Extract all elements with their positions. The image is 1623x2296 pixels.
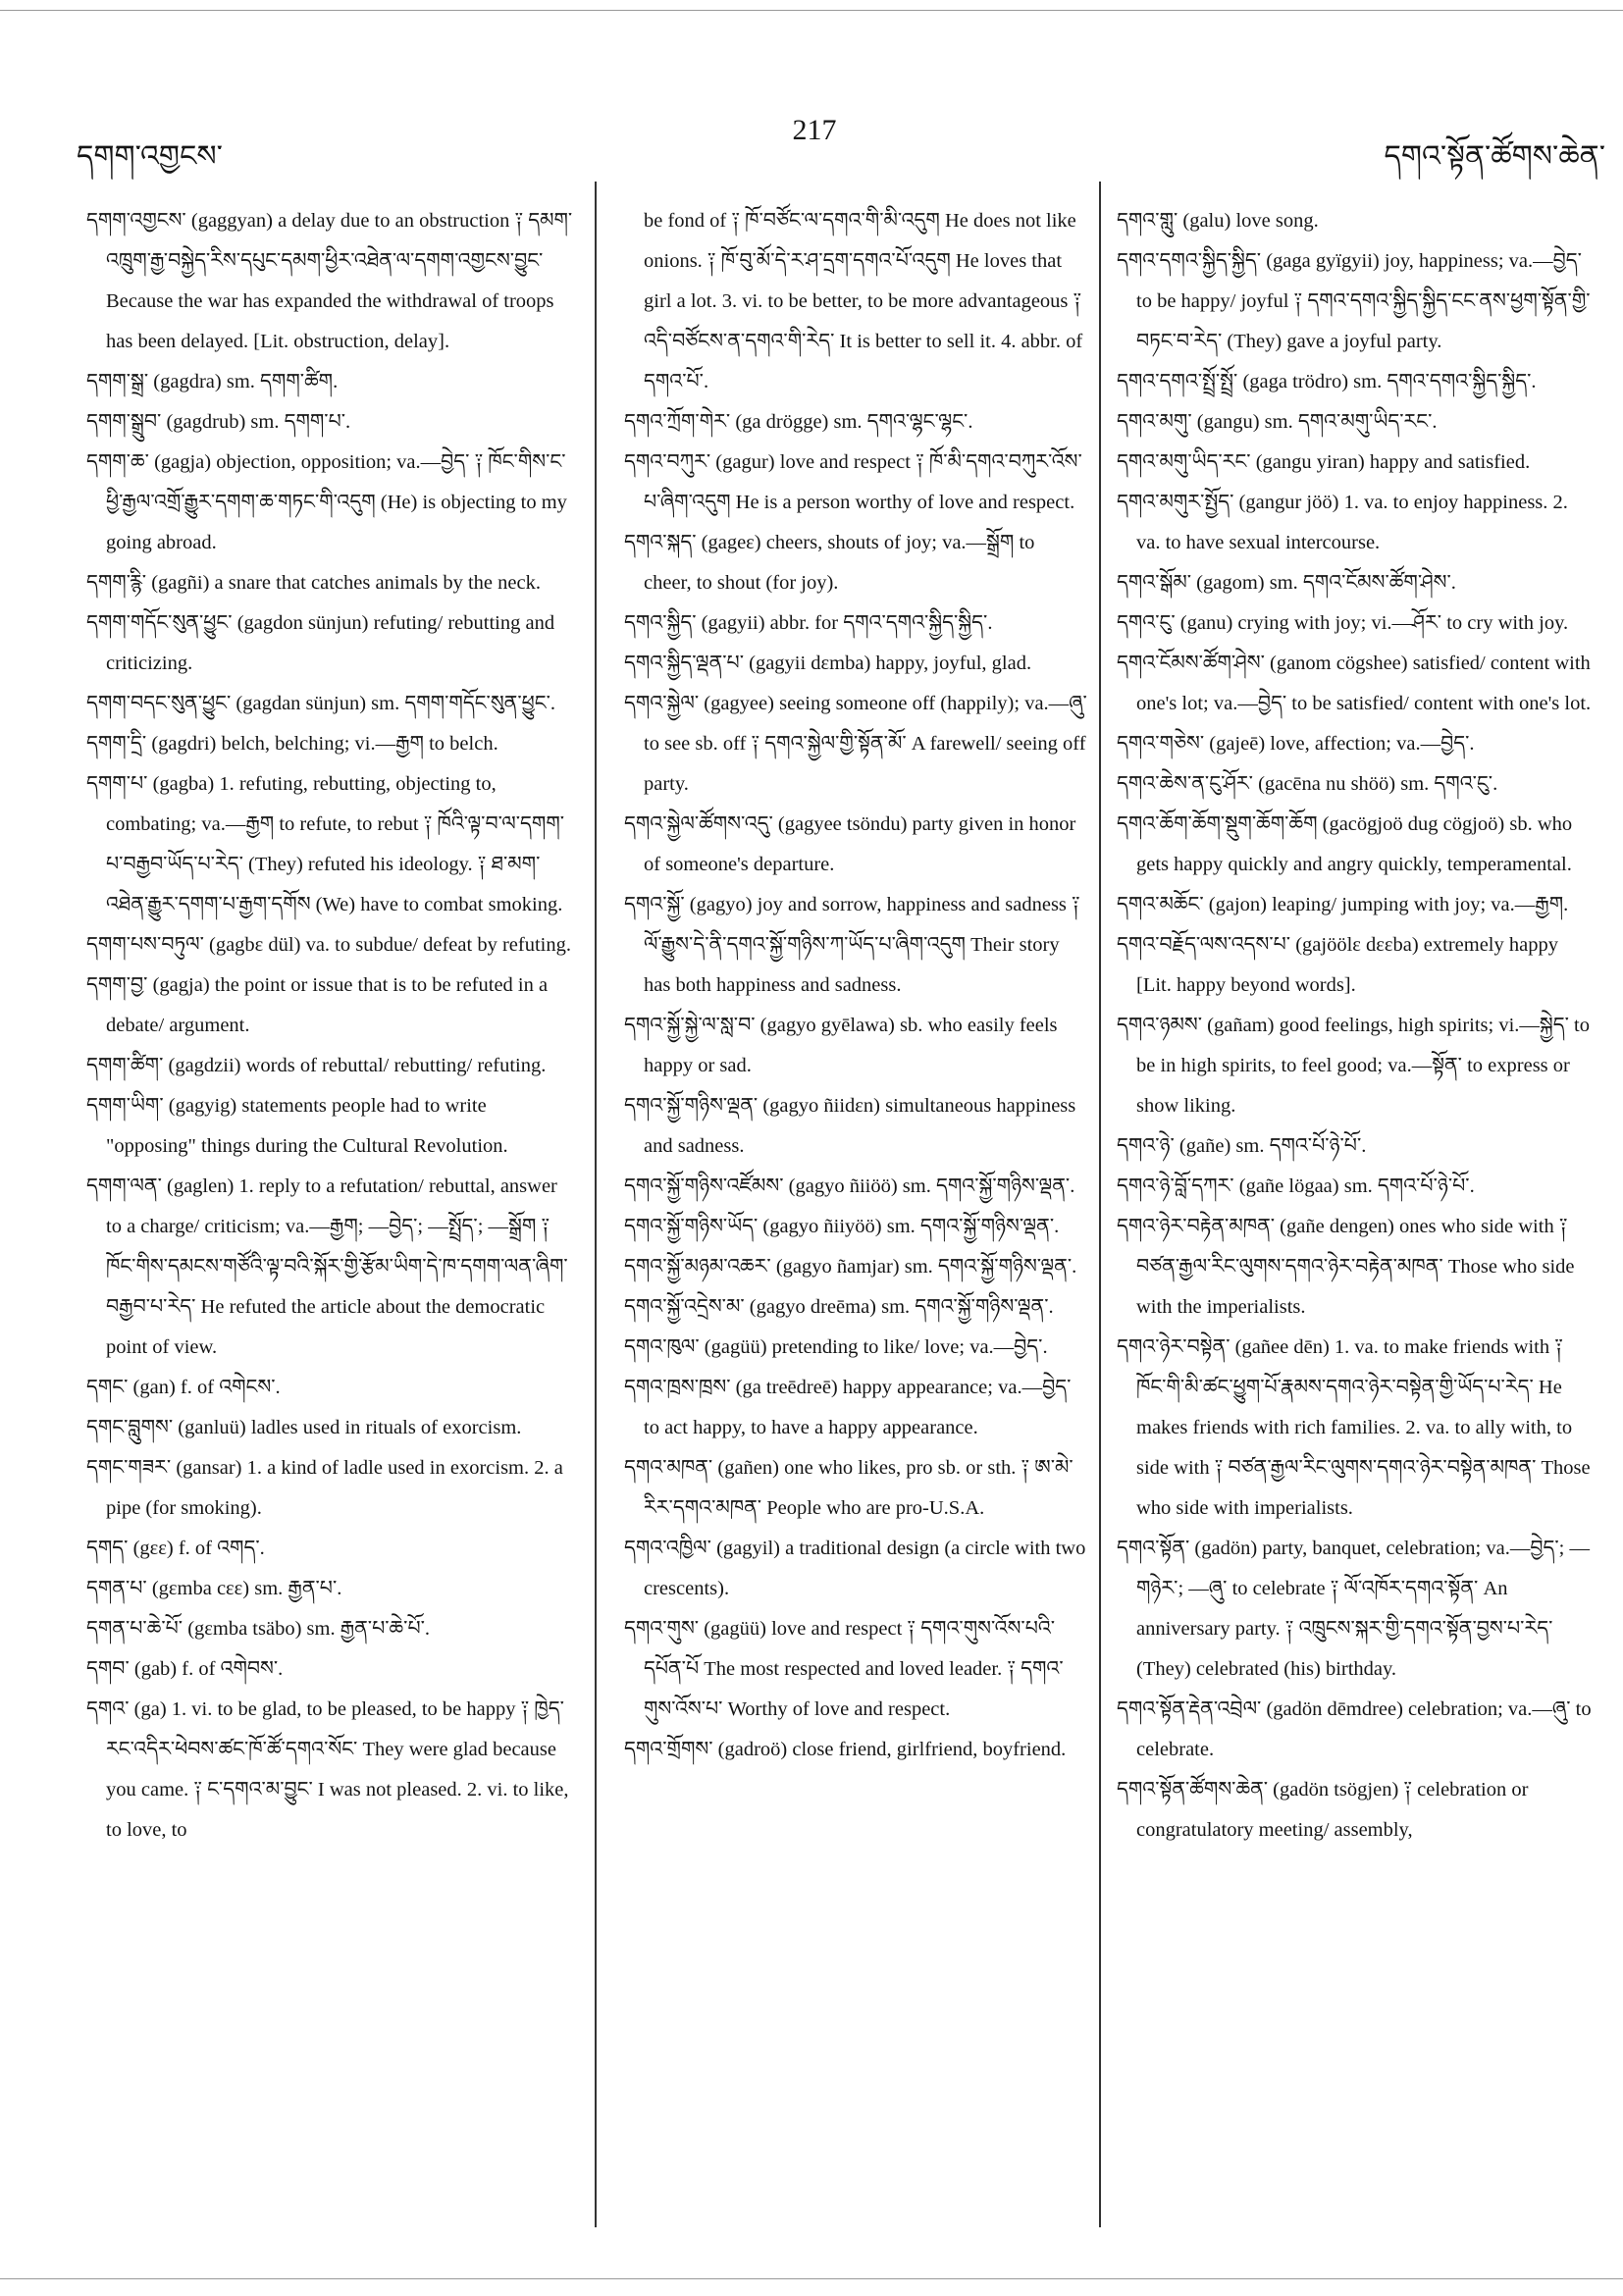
dictionary-entry: དགག་ཚིག་ (gagdzii) words of rebuttal/ rebutting/ refuting. <box>86 1055 547 1076</box>
dictionary-entry: དགའ་སྐྱོ་མཉམ་འཆར་ (gagyo ñamjar) sm. དགའ་སྐྱོ་གཉིས་ལྡན་. <box>624 1256 1077 1278</box>
dictionary-entry: དགའ་སྐྱེལ་ (gagyee) seeing someone off (happily); va.—ཞུ་ to see sb. off ༑ དགའ་སྐྱེལ་གྱི་སྟོན་མོ་ A farewell/ seeing off party. <box>624 693 1087 795</box>
dictionary-entry: དགའ་སྐྱོ་གཉིས་ཡོད་ (gagyo ñiiyöö) sm. དགའ་སྐྱོ་གཉིས་ལྡན་. <box>624 1216 1060 1237</box>
dictionary-entry: དགའ་འཁྱིལ་ (gagyil) a traditional design (a circle with two crescents). <box>624 1538 1086 1599</box>
bottom-scan-edge <box>0 2278 1623 2279</box>
dictionary-entry: དགའ་མགུར་སྤྱོད་ (gangur jöö) 1. va. to enjoy happiness. 2. va. to have sexual intercourse. <box>1117 492 1568 553</box>
dictionary-entry: དགའ་ངོམས་ཚོག་ཤེས་ (ganom cögshee) satisfied/ content with one's lot; va.—བྱེད་ to be satisfied/ content with one's lot. <box>1117 652 1592 714</box>
dictionary-entry: དགག་བདང་སུན་ཕྱུང་ (gagdan sünjun) sm. དགག་གདོང་སུན་ཕྱུང་. <box>86 693 556 714</box>
dictionary-entry: དགའ་སྐྱོ་ (gagyo) joy and sorrow, happiness and sadness ༑ ལོ་རྒྱུས་དེ་ནི་དགའ་སྐྱོ་གཉིས་ཀ་ཡོད་པ་ཞིག་འདུག Their story has both happiness and sadness. <box>624 894 1080 996</box>
dictionary-entry: དགའ་སྟོན་རྡེན་འབྲེལ་ (gadön dēmdree) celebration; va.—ཞུ་ to celebrate. <box>1117 1698 1592 1760</box>
dictionary-entry: དགའ་སྐད་ (gageε) cheers, shouts of joy; va.—སྒྲོག to cheer, to shout (for joy). <box>624 532 1035 594</box>
dictionary-entry: དགའ་ཉམས་ (gañam) good feelings, high spirits; vi.—སྐྱེད་ to be in high spirits, to feel good; va.—སྟོན་ to express or show liking. <box>1117 1015 1591 1117</box>
dictionary-entry: དགང་བླུགས་ (ganluü) ladles used in rituals of exorcism. <box>86 1417 522 1438</box>
dictionary-entry: དགག་རྙི་ (gagñi) a snare that catches animals by the neck. <box>86 572 541 594</box>
dictionary-entry: དགའ་གླུ་ (galu) love song. <box>1117 210 1319 232</box>
dictionary-entry: དགག་པས་བཏུལ་ (gagbε dül) va. to subdue/ defeat by refuting. <box>86 934 571 956</box>
dictionary-entry: དགག་ཡིག་ (gagyig) statements people had to write "opposing" things during the Cultural Revolution. <box>86 1095 508 1157</box>
dictionary-entry: དགའ་སྐྱིད་ལྡན་པ་ (gagyii dεmba) happy, joyful, glad. <box>624 652 1032 674</box>
dictionary-entry: དགའ་ཆོག་ཆོག་སྡུག་ཆོག་ཆོག (gacögjoö dug cögjoö) sb. who gets happy quickly and angry quickly, temperamental. <box>1117 813 1573 875</box>
dictionary-entry: དགའ་སྐྱོ་གཉིས་འཛོམས་ (gagyo ñiiöö) sm. དགའ་སྐྱོ་གཉིས་ལྡན་. <box>624 1175 1075 1197</box>
dictionary-entry: དགན་པ་ཆེ་པོ་ (gεmba tsäbo) sm. རྒྱན་པ་ཆེ་པོ་. <box>86 1618 431 1640</box>
dictionary-entry: དགའ་སྟོན་ (gadön) party, banquet, celebration; va.—བྱེད་; —གཉེར་; —ཞུ་ to celebrate ༑ ལོ་འཁོར་དགའ་སྟོན་ An anniversary party. ༑ འཁྲུངས་སྐར་གྱི་དགའ་སྟོན་བྱས་པ་རེད་ (They) celebrated (his) birthday. <box>1117 1538 1590 1680</box>
dictionary-entry: དགའ་ཀྲོག་གེར་ (ga drögge) sm. དགའ་ལྷང་ལྷང་. <box>624 411 973 433</box>
dictionary-entry: དགག་སྒྲ་ (gagdra) sm. དགག་ཚིག. <box>86 371 339 392</box>
right-guideword: དགའ་སྟོན་ཚོགས་ཆེན་ <box>1384 140 1605 173</box>
dictionary-entry: དགའ་ (ga) 1. vi. to be glad, to be pleased, to be happy ༑ ཁྱེད་རང་འདིར་ཕེབས་ཚང་ཁོ་ཚོ་དགའ་སོང་ They were glad because you came. ༑ ང་དགའ་མ་བྱུང་ I was not pleased. 2. vi. to like, to love, to <box>86 1698 569 1841</box>
dictionary-entry: དགའ་ཆེས་ན་ངུ་ཤོར་ (gacēna nu shöö) sm. དགའ་ངུ་. <box>1117 773 1498 795</box>
dictionary-entry: དགའ་སྐྱོ་སྐྱེ་ལ་སླ་བ་ (gagyo gyēlawa) sb. who easily feels happy or sad. <box>624 1015 1058 1076</box>
dictionary-entry: དགབ་ (gab) f. of འགེབས་. <box>86 1658 284 1680</box>
dictionary-entry: དགའ་ཁུལ་ (gagüü) pretending to like/ love; va.—བྱེད་. <box>624 1336 1048 1358</box>
left-guideword: དགག་འགྱངས་ <box>77 140 223 173</box>
dictionary-entry: དགའ་སྐྱིད་ (gagyii) abbr. for དགའ་དགའ་སྐྱིད་སྐྱིད་. <box>624 612 993 634</box>
dictionary-entry: དགའ་མགུ་ (gangu) sm. དགའ་མགུ་ཡིད་རང་. <box>1117 411 1438 433</box>
column-divider-1 <box>595 182 597 2227</box>
dictionary-entry: དགའ་སྟོན་ཚོགས་ཆེན་ (gadön tsögjen) ༑ celebration or congratulatory meeting/ assembly, <box>1117 1779 1529 1841</box>
dictionary-entry: དགའ་སྐྱོ་འདྲེས་མ་ (gagyo dreēma) sm. དགའ་སྐྱོ་གཉིས་ལྡན་. <box>624 1296 1054 1318</box>
dictionary-entry: དགན་པ་ (gεmba cεε) sm. རྒྱན་པ་. <box>86 1578 342 1599</box>
page-number: 217 <box>792 114 837 146</box>
dictionary-entry: དགའ་ཉེ་བློ་དཀར་ (gañe lögaa) sm. དགའ་པོ་ཉེ་པོ་. <box>1117 1175 1475 1197</box>
dictionary-entry: དགའ་མཁན་ (gañen) one who likes, pro sb. or sth. ༑ ཨ་མེ་རིར་དགའ་མཁན་ People who are pro-U.S.A. <box>624 1457 1073 1519</box>
dictionary-entry: དགའ་གཅེས་ (gajeē) love, affection; va.—བྱེད་. <box>1117 733 1475 755</box>
dictionary-entry-continued: be fond of ༑ ཁོ་བཙོང་ལ་དགའ་གི་མི་འདུག He does not like onions. ༑ ཁོ་བུ་མོ་དེ་ར་ཤ་དྲག་དགའ་པོ་འདུག He loves that girl a lot. 3. vi. to be better, to be more advantageous ༑ འདི་བཙོངས་ན་དགའ་གི་རེད་ It is better to sell it. 4. abbr. of དགའ་པོ་. <box>644 210 1083 392</box>
column-divider-2 <box>1099 182 1101 2227</box>
dictionary-entry: དགའ་ངུ་ (ganu) crying with joy; vi.—ཤོར་ to cry with joy. <box>1117 612 1569 634</box>
dictionary-entry: དགག་སྒྲུབ་ (gagdrub) sm. དགག་པ་. <box>86 411 351 433</box>
dictionary-entry: དགའ་མགུ་ཡིད་རང་ (gangu yiran) happy and satisfied. <box>1117 451 1531 473</box>
dictionary-entry: དགའ་ཁྲས་ཁྲས་ (ga treēdreē) happy appearance; va.—བྱེད་ to act happy, to have a happy appearance. <box>624 1377 1072 1438</box>
dictionary-column-2 <box>624 201 1087 1770</box>
dictionary-entry: དགའ་ཉེ་ (gañe) sm. དགའ་པོ་ཉེ་པོ་. <box>1117 1135 1367 1157</box>
dictionary-entry: དགའ་གུས་ (gagüü) love and respect ༑ དགའ་གུས་འོས་པའི་དཔོན་པོ The most respected and loved leader. ༑ དགའ་གུས་འོས་པ་ Worthy of love and respect. <box>624 1618 1064 1720</box>
top-scan-edge <box>0 10 1623 11</box>
dictionary-entry: དགག་པ་ (gagba) 1. refuting, rebutting, objecting to, combating; va.—རྒྱག to refute, to rebut ༑ ཁོའི་ལྟ་བ་ལ་དགག་པ་བརྒྱབ་ཡོད་པ་རེད་ (They) refuted his ideology. ༑ ཐ་མག་འཐེན་རྒྱུར་དགག་པ་རྒྱག་དགོས (We) have to combat smoking. <box>86 773 565 915</box>
dictionary-entry: དགའ་བཀུར་ (gagur) love and respect ༑ ཁོ་མི་དགའ་བཀུར་འོས་པ་ཞིག་འདུག He is a person worthy of love and respect. <box>624 451 1082 513</box>
dictionary-entry: དགའ་དགའ་སྤྲོ་སྤྲོ་ (gaga trödro) sm. དགའ་དགའ་སྐྱིད་སྐྱིད་. <box>1117 371 1537 392</box>
dictionary-entry: དགང་ (gan) f. of འགེངས་. <box>86 1377 281 1398</box>
dictionary-entry: དགའ་གྲོགས་ (gadroö) close friend, girlfriend, boyfriend. <box>624 1739 1067 1760</box>
dictionary-entry: དགག་ཆ་ (gagja) objection, opposition; va.—བྱེད་ ༑ ཁོང་གིས་ང་ཕྱི་རྒྱལ་འགྲོ་རྒྱུར་དགག་ཆ་གཏང་གི་འདུག (He) is objecting to my going abroad. <box>86 451 567 553</box>
dictionary-entry: དགག་གདོང་སུན་ཕྱུང་ (gagdon sünjun) refuting/ rebutting and criticizing. <box>86 612 555 674</box>
dictionary-entry: དགའ་བརྗོད་ལས་འདས་པ་ (gajöölε dεεba) extremely happy [Lit. happy beyond words]. <box>1117 934 1558 996</box>
dictionary-entry: དགའ་དགའ་སྐྱིད་སྐྱིད་ (gaga gyïgyii) joy, happiness; va.—བྱེད་ to be happy/ joyful ༑ དགའ་དགའ་སྐྱིད་སྐྱིད་ངང་ནས་ཕྱག་སྟོན་གྱི་བཏང་བ་རེད་ (They) gave a joyful party. <box>1117 250 1591 352</box>
dictionary-entry: དགའ་ཉེར་བརྟེན་མཁན་ (gañe dengen) ones who side with ༑ བཙན་རྒྱལ་རིང་ལུགས་དགའ་ཉེར་བརྟེན་མཁན་ Those who side with the imperialists. <box>1117 1216 1575 1318</box>
dictionary-entry: དགའ་སྐྱོ་གཉིས་ལྡན་ (gagyo ñiidεn) simultaneous happiness and sadness. <box>624 1095 1076 1157</box>
dictionary-entry: དགག་ལན་ (gaglen) 1. reply to a refutation/ rebuttal, answer to a charge/ criticism; va.—རྒྱག; —བྱེད་; —སྤྲོད་; —སྒྲོག ༑ ཁོང་གིས་དམངས་གཙོའི་ལྟ་བའི་སྐོར་གྱི་རྩོམ་ཡིག་དེ་ཁ་དགག་ལན་ཞིག་བརྒྱབ་པ་རེད་ He refuted the article about the democratic point of view. <box>86 1175 568 1358</box>
dictionary-entry: དགང་གཟར་ (gansar) 1. a kind of ladle used in exorcism. 2. a pipe (for smoking). <box>86 1457 563 1519</box>
dictionary-column-1 <box>86 201 575 1851</box>
dictionary-column-3 <box>1117 201 1592 1851</box>
dictionary-entry: དགག་འགྱངས་ (gaggyan) a delay due to an obstruction ༑ དམག་འཁྲུག་རྒྱ་བསྐྱེད་རིས་དཔུང་དམག་ཕྱིར་འཐེན་ལ་དགག་འགྱངས་བྱུང་ Because the war has expanded the withdrawal of troops has been delayed. [Lit. obstruction, delay]. <box>86 210 573 352</box>
dictionary-entry: དགག་བྱ་ (gagja) the point or issue that is to be refuted in a debate/ argument. <box>86 974 549 1036</box>
dictionary-entry: དགའ་སྒོམ་ (gagom) sm. དགའ་ངོམས་ཚོག་ཤེས་. <box>1117 572 1456 594</box>
dictionary-entry: དགའ་མཆོང་ (gajon) leaping/ jumping with joy; va.—རྒྱག. <box>1117 894 1569 915</box>
dictionary-entry: དགའ་ཉེར་བསྟེན་ (gañee dēn) 1. va. to make friends with ༑ ཁོང་གི་མི་ཚང་ཕྱུག་པོ་རྣམས་དགའ་ཉེར་བསྟེན་གྱི་ཡོད་པ་རེད་ He makes friends with rich families. 2. va. to ally with, to side with ༑ བཙན་རྒྱལ་རིང་ལུགས་དགའ་ཉེར་བསྟེན་མཁན་ Those who side with imperialists. <box>1117 1336 1591 1519</box>
dictionary-entry: དགའ་སྐྱེལ་ཚོགས་འདུ་ (gagyee tsöndu) party given in honor of someone's departure. <box>624 813 1076 875</box>
dictionary-entry: དགད་ (gεε) f. of འགད་. <box>86 1538 265 1559</box>
dictionary-entry: དགག་དྲི་ (gagdri) belch, belching; vi.—རྒྱག to belch. <box>86 733 498 755</box>
